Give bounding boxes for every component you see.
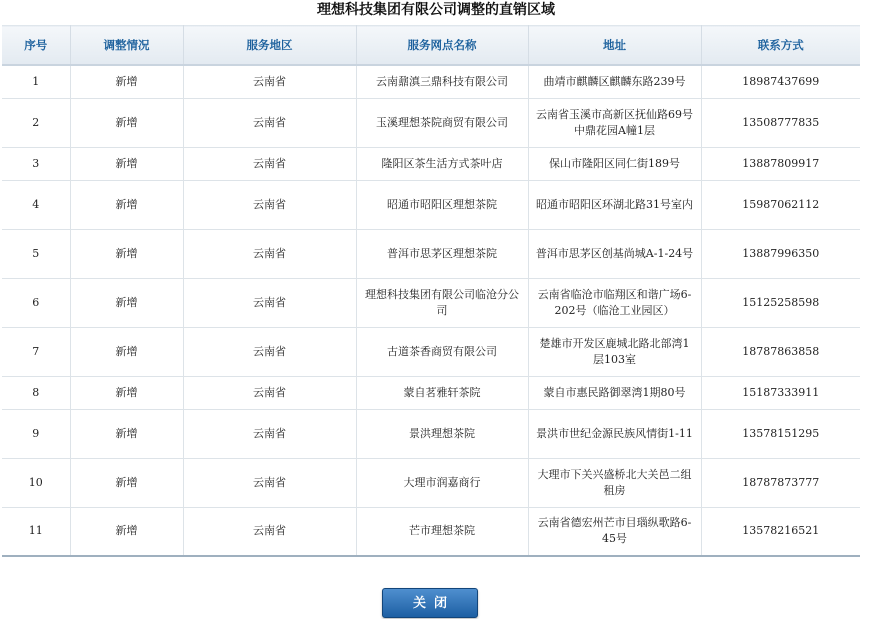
table-row bbox=[2, 65, 860, 98]
column-header-address: 地址 bbox=[528, 26, 701, 66]
cell-address: 云南省临沧市临翔区和谐广场6-202号（临沧工业园区） bbox=[528, 278, 701, 327]
cell-contact: 18787863858 bbox=[701, 327, 860, 376]
cell-no: 11 bbox=[2, 507, 70, 556]
cell-change: 新增 bbox=[70, 147, 183, 180]
table-row bbox=[2, 180, 860, 229]
cell-change: 新增 bbox=[70, 180, 183, 229]
cell-region: 云南省 bbox=[183, 147, 356, 180]
cell-contact: 18787873777 bbox=[701, 458, 860, 507]
cell-no: 8 bbox=[2, 376, 70, 409]
table-row bbox=[2, 278, 860, 327]
cell-contact: 13578216521 bbox=[701, 507, 860, 556]
cell-contact: 13508777835 bbox=[701, 98, 860, 147]
outlets-table-wrap bbox=[2, 25, 860, 557]
cell-contact: 18987437699 bbox=[701, 65, 860, 98]
column-header-contact: 联系方式 bbox=[701, 26, 860, 66]
table-header-row bbox=[2, 26, 860, 66]
cell-address: 曲靖市麒麟区麒麟东路239号 bbox=[528, 65, 701, 98]
cell-contact: 13887809917 bbox=[701, 147, 860, 180]
cell-change: 新增 bbox=[70, 65, 183, 98]
cell-contact: 13578151295 bbox=[701, 409, 860, 458]
cell-name: 大理市润嘉商行 bbox=[356, 458, 528, 507]
cell-name: 昭通市昭阳区理想茶院 bbox=[356, 180, 528, 229]
cell-change: 新增 bbox=[70, 507, 183, 556]
cell-contact: 13887996350 bbox=[701, 229, 860, 278]
cell-change: 新增 bbox=[70, 458, 183, 507]
table-row bbox=[2, 409, 860, 458]
cell-name: 云南鼐滇三鼎科技有限公司 bbox=[356, 65, 528, 98]
table-row bbox=[2, 507, 860, 556]
cell-no: 7 bbox=[2, 327, 70, 376]
cell-no: 3 bbox=[2, 147, 70, 180]
cell-change: 新增 bbox=[70, 409, 183, 458]
cell-address: 普洱市思茅区创基尚城A-1-24号 bbox=[528, 229, 701, 278]
cell-name: 普洱市思茅区理想茶院 bbox=[356, 229, 528, 278]
cell-region: 云南省 bbox=[183, 376, 356, 409]
cell-region: 云南省 bbox=[183, 507, 356, 556]
table-row bbox=[2, 98, 860, 147]
cell-address: 昭通市昭阳区环湖北路31号室内 bbox=[528, 180, 701, 229]
cell-address: 楚雄市开发区鹿城北路北部湾1层103室 bbox=[528, 327, 701, 376]
cell-no: 9 bbox=[2, 409, 70, 458]
cell-no: 4 bbox=[2, 180, 70, 229]
cell-contact: 15187333911 bbox=[701, 376, 860, 409]
cell-address: 云南省德宏州芒市目瑙纵歌路6-45号 bbox=[528, 507, 701, 556]
table-row bbox=[2, 147, 860, 180]
cell-contact: 15987062112 bbox=[701, 180, 860, 229]
cell-name: 隆阳区茶生活方式茶叶店 bbox=[356, 147, 528, 180]
outlets-table bbox=[2, 25, 860, 557]
cell-address: 云南省玉溪市高新区抚仙路69号中鼎花园A幢1层 bbox=[528, 98, 701, 147]
cell-region: 云南省 bbox=[183, 458, 356, 507]
cell-region: 云南省 bbox=[183, 278, 356, 327]
cell-name: 芒市理想茶院 bbox=[356, 507, 528, 556]
cell-region: 云南省 bbox=[183, 409, 356, 458]
cell-region: 云南省 bbox=[183, 180, 356, 229]
page-title: 理想科技集团有限公司调整的直销区域 bbox=[317, 2, 555, 18]
cell-change: 新增 bbox=[70, 278, 183, 327]
cell-no: 10 bbox=[2, 458, 70, 507]
table-row bbox=[2, 229, 860, 278]
cell-region: 云南省 bbox=[183, 327, 356, 376]
cell-name: 玉溪理想茶院商贸有限公司 bbox=[356, 98, 528, 147]
close-button[interactable]: 关闭 bbox=[382, 588, 478, 618]
table-row bbox=[2, 376, 860, 409]
cell-change: 新增 bbox=[70, 376, 183, 409]
cell-name: 景洪理想茶院 bbox=[356, 409, 528, 458]
column-header-region: 服务地区 bbox=[183, 26, 356, 66]
cell-change: 新增 bbox=[70, 229, 183, 278]
cell-name: 理想科技集团有限公司临沧分公司 bbox=[356, 278, 528, 327]
cell-no: 5 bbox=[2, 229, 70, 278]
column-header-no: 序号 bbox=[2, 26, 70, 66]
cell-contact: 15125258598 bbox=[701, 278, 860, 327]
cell-no: 1 bbox=[2, 65, 70, 98]
cell-name: 古道茶香商贸有限公司 bbox=[356, 327, 528, 376]
cell-no: 2 bbox=[2, 98, 70, 147]
column-header-name: 服务网点名称 bbox=[356, 26, 528, 66]
cell-name: 蒙自茗雅轩茶院 bbox=[356, 376, 528, 409]
cell-change: 新增 bbox=[70, 98, 183, 147]
cell-address: 保山市隆阳区同仁街189号 bbox=[528, 147, 701, 180]
cell-region: 云南省 bbox=[183, 98, 356, 147]
table-row bbox=[2, 327, 860, 376]
cell-region: 云南省 bbox=[183, 229, 356, 278]
table-row bbox=[2, 458, 860, 507]
cell-region: 云南省 bbox=[183, 65, 356, 98]
cell-address: 景洪市世纪金源民族风情街1-11 bbox=[528, 409, 701, 458]
cell-address: 蒙自市惠民路御翠湾1期80号 bbox=[528, 376, 701, 409]
cell-address: 大理市下关兴盛桥北大关邑二组租房 bbox=[528, 458, 701, 507]
cell-change: 新增 bbox=[70, 327, 183, 376]
column-header-change: 调整情况 bbox=[70, 26, 183, 66]
cell-no: 6 bbox=[2, 278, 70, 327]
